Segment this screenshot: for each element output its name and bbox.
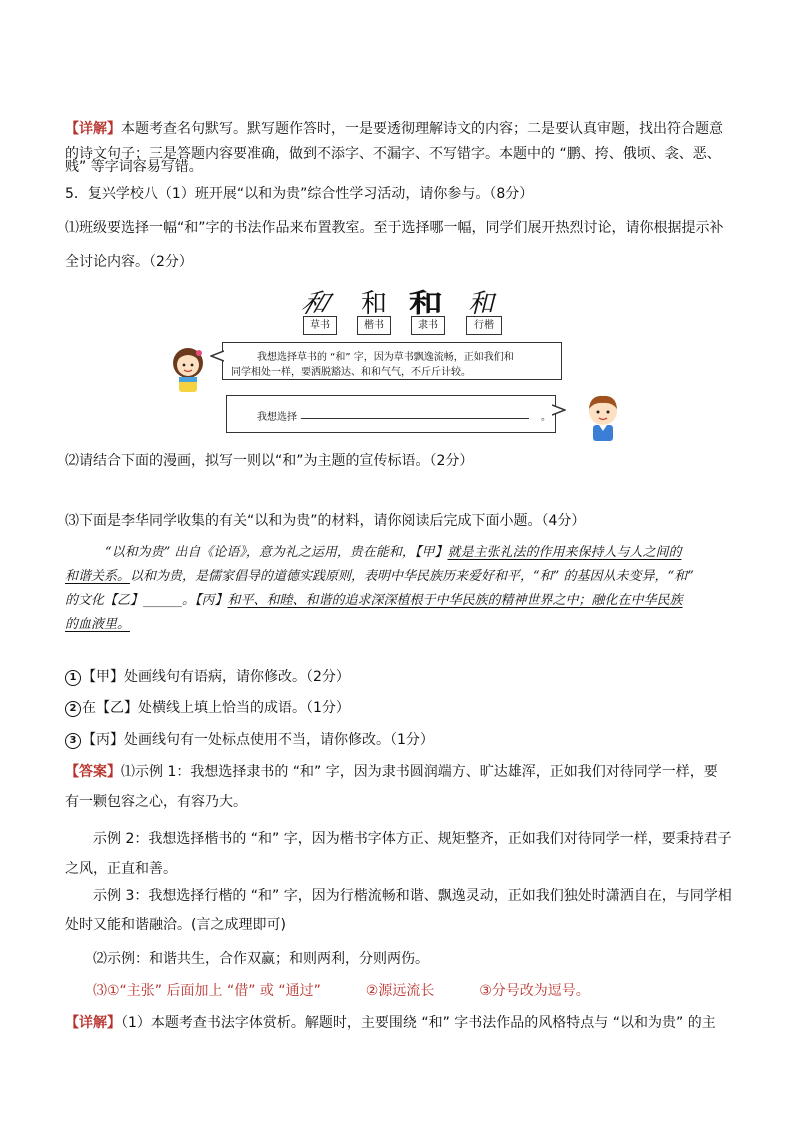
answer-line-2: 有一颗包容之心，有容乃大。	[65, 794, 247, 810]
material-line-4	[65, 613, 730, 637]
girl-speech-line-2: 同学相处一样，要洒脱豁达、和和气气，不斤斤计较。	[231, 367, 471, 378]
marker-yi: 的文化【乙】	[65, 593, 144, 608]
calligraphy-cursive-he: 和	[297, 289, 332, 319]
question-5-title: 5．复兴学校八（1）班开展“以和为贵”综合性学习活动，请你参与。（8分）	[65, 186, 534, 202]
detail-tag: 【详解】	[65, 121, 121, 137]
detail-text-1: 本题考查名句默写。默写题作答时，一是要透彻理解诗文的内容；二是要认真审题，找出符合题意	[121, 121, 723, 137]
boy-answer-blank[interactable]	[301, 418, 529, 419]
material-paragraph	[65, 541, 730, 637]
answer-part-3	[93, 981, 590, 1001]
sub-question-3	[65, 730, 434, 750]
part-2-prompt: ⑵请结合下面的漫画，拟写一则以“和”为主题的宣传标语。（2分）	[65, 453, 474, 469]
answer-example-2-line-2: 之风，正直和善。	[65, 861, 177, 877]
circle-number-1: 1	[65, 670, 81, 686]
girl-bubble-tail	[210, 350, 224, 362]
calligraphy-regular-he: 和	[361, 289, 388, 319]
part-1-line-2: 全讨论内容。（2分）	[65, 254, 193, 270]
detail-2-tag: 【详解】	[65, 1015, 121, 1031]
boy-speech-suffix: 。	[541, 412, 551, 423]
answer-3-1: ⑶①“主张” 后面加上 “借” 或 “通过”	[93, 983, 321, 999]
circle-number-2: 2	[65, 701, 81, 717]
part-1-line-1: ⑴班级要选择一幅“和”字的书法作品来布置教室。至于选择哪一幅，同学们展开热烈讨论，请你根据提示补	[65, 220, 724, 236]
material-line-3	[65, 589, 730, 613]
calligraphy-clerical-he: 和	[409, 289, 443, 319]
answer-line-1	[65, 762, 718, 782]
answer-text-1: ⑴示例 1：我想选择隶书的 “和” 字，因为隶书圆润端方、旷达雄浑，正如我们对待同学一样，要	[121, 764, 718, 780]
sub-question-2	[65, 698, 350, 718]
answer-example-2-line-1: 示例 2：我想选择楷书的 “和” 字，因为楷书字体方正、规矩整齐，正如我们对待同学一样，要秉持君子	[93, 831, 732, 847]
sub-question-1-text: 【甲】处画线句有语病，请你修改。（2分）	[82, 669, 350, 685]
label-cursive: 草书	[303, 316, 337, 335]
label-clerical: 隶书	[411, 316, 445, 335]
material-text-1: “以和为贵” 出自《论语》，意为礼之运用，贵在能和，	[105, 545, 415, 560]
girl-avatar	[168, 345, 208, 393]
marker-jia: 【甲】	[414, 545, 448, 560]
underlined-jia-2: 和谐关系。	[65, 569, 131, 584]
boy-speech-bubble	[226, 395, 556, 433]
label-running: 行楷	[466, 316, 502, 335]
sub-question-3-text: 【丙】处画线句有一处标点使用不当，请你修改。（1分）	[82, 732, 434, 748]
material-line-2	[65, 565, 730, 589]
answer-tag: 【答案】	[65, 764, 121, 780]
underlined-bing-1: 和平、和睦、和谐的追求深深植根于中华民族的精神世界之中；融化在中华民族	[227, 593, 683, 608]
answer-example-3-line-1: 示例 3：我想选择行楷的 “和” 字，因为行楷流畅和谐、飘逸灵动，正如我们独处时潇洒自在，与同学相	[93, 888, 732, 904]
detail-line-3: 贱” 等字词容易写错。	[65, 159, 203, 175]
answer-3-3: ③分号改为逗号。	[479, 983, 590, 999]
marker-bing: 。【丙】	[182, 593, 228, 608]
answer-part-2: ⑵示例：和谐共生，合作双赢；和则两利，分则两伤。	[93, 951, 429, 967]
circle-number-3: 3	[65, 733, 81, 749]
girl-speech-line-1: 我想选择草书的 “和” 字，因为草书飘逸流畅，正如我们和	[257, 352, 514, 363]
boy-speech-prefix: 我想选择	[257, 412, 297, 423]
underlined-bing-2: 的血液里。	[65, 617, 131, 632]
detail-line-1	[65, 119, 723, 139]
calligraphy-running-he: 和	[468, 289, 495, 319]
sub-question-1	[65, 667, 350, 687]
yi-blank[interactable]: ______	[143, 593, 183, 608]
detail-2-text: （1）本题考查书法字体赏析。解题时，主要围绕 “和” 字书法作品的风格特点与 “以和为贵” 的主	[121, 1015, 716, 1031]
material-text-2: 以和为贵，是儒家倡导的道德实践原则，表明中华民族历来爱好和平，“和” 的基因从未变异，“和”	[130, 569, 694, 584]
underlined-jia-1: 就是主张礼法的作用来保持人与人之间的	[447, 545, 682, 560]
label-regular: 楷书	[357, 316, 391, 335]
detail-2-line-1	[65, 1013, 716, 1033]
answer-3-2: ②源远流长	[365, 983, 435, 999]
girl-speech-bubble	[222, 342, 562, 380]
material-line-1	[65, 541, 730, 565]
detail-line-2: 的诗文句子；三是答题内容要准确，做到不添字、不漏字、不写错字。本题中的 “鹏、挎、俄顷、衾、恶、	[65, 146, 721, 162]
boy-bubble-tail	[552, 404, 566, 416]
part-3-prompt: ⑶下面是李华同学收集的有关“以和为贵”的材料，请你阅读后完成下面小题。（4分）	[65, 513, 586, 529]
answer-example-3-line-2: 处时又能和谐融洽。(言之成理即可)	[65, 917, 286, 933]
sub-question-2-text: 在【乙】处横线上填上恰当的成语。（1分）	[82, 700, 350, 716]
boy-avatar	[584, 394, 622, 442]
